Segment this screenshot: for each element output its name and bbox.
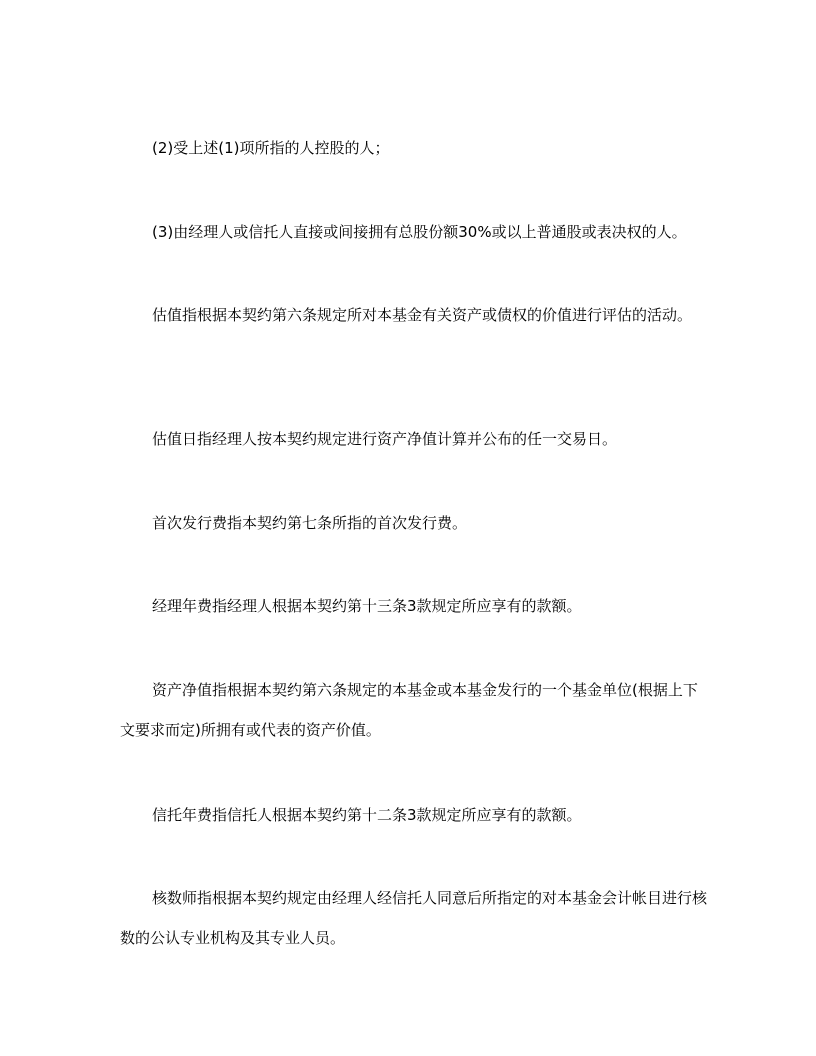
paragraph-manager-fee: 经理年费指经理人根据本契约第十三条3款规定所应享有的款额。 (152, 597, 582, 615)
paragraph-definition-2: (2)受上述(1)项所指的人控股的人； (152, 139, 390, 157)
paragraph-initial-fee: 首次发行费指本契约第七条所指的首次发行费。 (152, 514, 468, 532)
paragraph-trustee-fee: 信托年费指信托人根据本契约第十二条3款规定所应享有的款额。 (152, 806, 582, 824)
paragraph-valuation: 估值指根据本契约第六条规定所对本基金有关资产或债权的价值进行评估的活动。 (152, 306, 693, 324)
paragraph-valuation-day: 估值日指经理人按本契约规定进行资产净值计算并公布的任一交易日。 (152, 430, 618, 448)
paragraph-auditor: 核数师指根据本契约规定由经理人经信托人同意后所指定的对本基金会计帐目进行核数的公认专业机构及其专业人员。 (120, 889, 708, 947)
paragraph-net-asset-value: 资产净值指根据本契约第六条规定的本基金或本基金发行的一个基金单位(根据上下文要求而定)所拥有或代表的资产价值。 (120, 681, 698, 739)
paragraph-definition-3: (3)由经理人或信托人直接或间接拥有总股份额30%或以上普通股或表决权的人。 (152, 223, 687, 241)
